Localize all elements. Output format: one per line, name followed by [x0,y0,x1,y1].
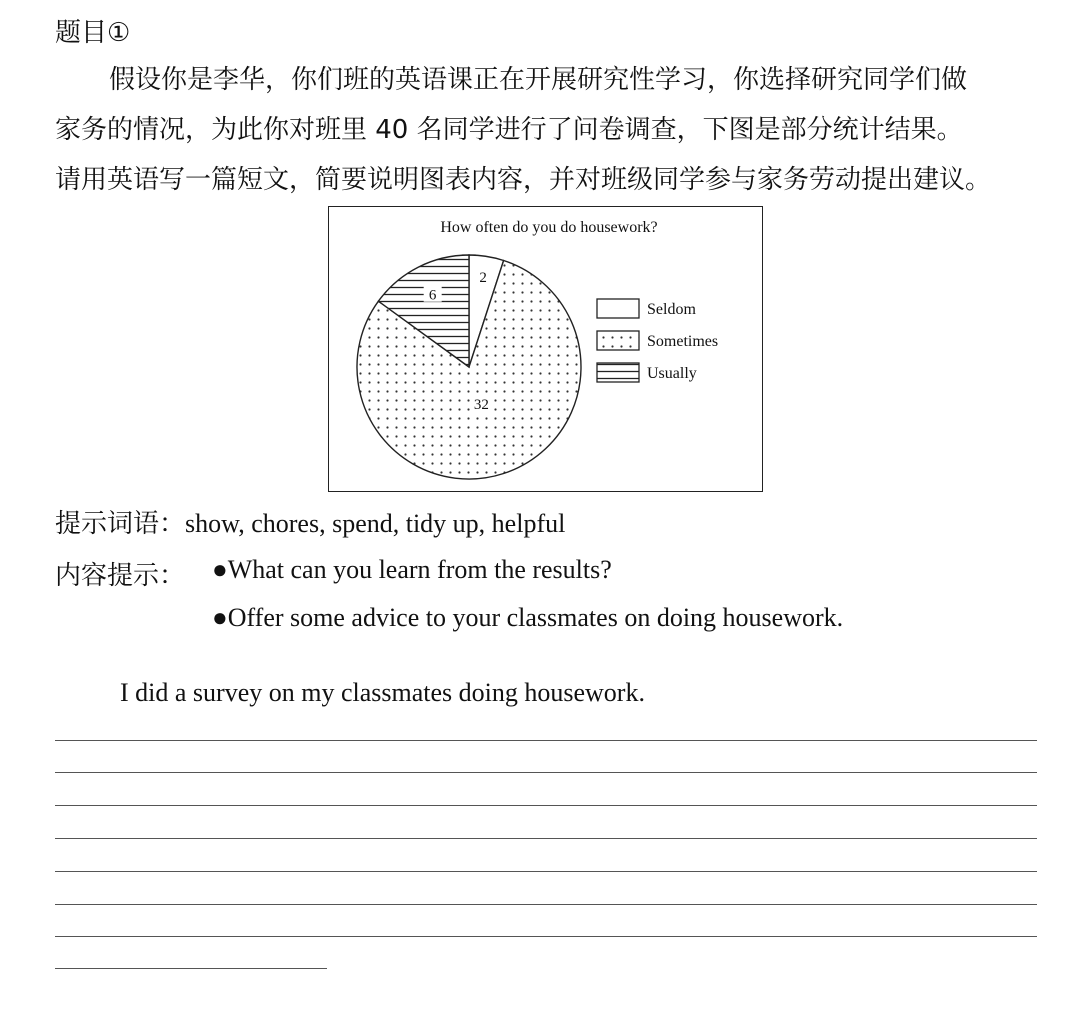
pie-value-label-sometimes: 32 [473,397,489,414]
legend-label-usually: Usually [647,365,697,382]
answer-line[interactable] [55,871,1037,872]
pie-chart-svg [329,207,764,493]
answer-line[interactable] [55,838,1037,839]
legend-swatch-usually [597,363,639,382]
question-title: 题目① [55,18,131,48]
instruction-line: 请用英语写一篇短文，简要说明图表内容，并对班级同学参与家务劳动提出建议。 [55,165,992,195]
legend-swatch-sometimes [597,331,639,350]
legend-label-sometimes: Sometimes [647,333,719,350]
instruction-line: 假设你是李华，你们班的英语课正在开展研究性学习，你选择研究同学们做 [109,65,968,95]
answer-line[interactable] [55,968,327,969]
starter-sentence: I did a survey on my classmates doing housework. [120,678,645,707]
content-hint-item: ●Offer some advice to your classmates on doing housework. [212,603,844,632]
instruction-paragraph [55,55,1045,205]
hint-words-list: show, chores, spend, tidy up, helpful [185,509,566,538]
answer-line[interactable] [55,772,1037,773]
legend-swatch-seldom [597,299,639,318]
legend-label-seldom: Seldom [647,301,696,318]
chart-title: How often do you do housework? [440,219,658,236]
hint-words-row [55,503,565,540]
pie-value-label-seldom: 2 [479,270,487,287]
instruction-line: 家务的情况，为此你对班里 40 名同学进行了问卷调查，下图是部分统计结果。 [55,115,963,145]
answer-line[interactable] [55,805,1037,806]
hint-words-label: 提示词语： [55,509,186,539]
pie-chart-figure [328,206,763,492]
pie-value-label-usually: 6 [428,287,437,304]
content-hints-label: 内容提示： [55,561,186,591]
answer-line[interactable] [55,904,1037,905]
answer-line[interactable] [55,936,1037,937]
content-hint-item: ●What can you learn from the results? [212,555,612,584]
answer-line[interactable] [55,740,1037,741]
